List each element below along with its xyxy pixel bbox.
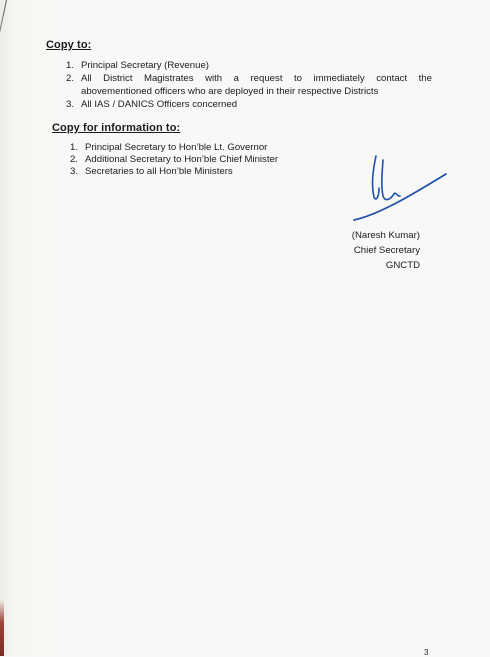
justified-line — [81, 73, 432, 85]
word: Magistrates — [143, 73, 194, 84]
word: with — [205, 73, 223, 84]
list-text: All IAS / DANICS Officers concerned — [81, 99, 238, 110]
list-item — [66, 60, 432, 72]
copy-info-list — [70, 142, 350, 178]
copy-for-information-heading: Copy for information to: — [52, 122, 181, 134]
list-item — [70, 166, 350, 178]
word: to — [293, 73, 302, 84]
list-item — [70, 142, 350, 154]
copy-to-heading: Copy to: — [46, 39, 92, 51]
handwritten-signature — [350, 150, 460, 230]
list-text: Secretaries to all Hon’ble Ministers — [85, 166, 233, 177]
word: the — [418, 73, 432, 84]
list-number: 1. — [70, 142, 79, 153]
list-text: Principal Secretary to Hon’ble Lt. Governor — [85, 142, 268, 153]
word: contact — [376, 73, 408, 84]
word: immediately — [313, 73, 365, 84]
paper-edge-mark — [0, 0, 7, 118]
copy-to-list — [66, 60, 432, 111]
signatory-block — [340, 228, 420, 273]
list-number: 3. — [70, 166, 79, 177]
list-item — [66, 73, 432, 98]
word: District — [103, 73, 133, 84]
word: All — [81, 73, 92, 84]
signatory-designation: Chief Secretary — [353, 245, 420, 256]
list-item — [70, 154, 350, 166]
list-number: 1. — [66, 60, 75, 71]
signatory-organization: GNCTD — [385, 260, 420, 271]
paper-edge-shadow — [0, 600, 4, 656]
list-number: 3. — [66, 99, 75, 110]
list-item — [66, 99, 432, 111]
list-number: 2. — [66, 73, 75, 84]
word: a — [233, 73, 239, 84]
signatory-name: (Naresh Kumar) — [351, 230, 420, 241]
word: request — [250, 73, 283, 84]
list-text-continued: abovementioned officers who are deployed in their respective Districts — [81, 86, 379, 97]
page-number: 3 — [424, 648, 429, 657]
list-number: 2. — [70, 154, 79, 165]
list-text: Principal Secretary (Revenue) — [81, 60, 209, 71]
list-text: Additional Secretary to Hon’ble Chief Minister — [85, 154, 279, 165]
